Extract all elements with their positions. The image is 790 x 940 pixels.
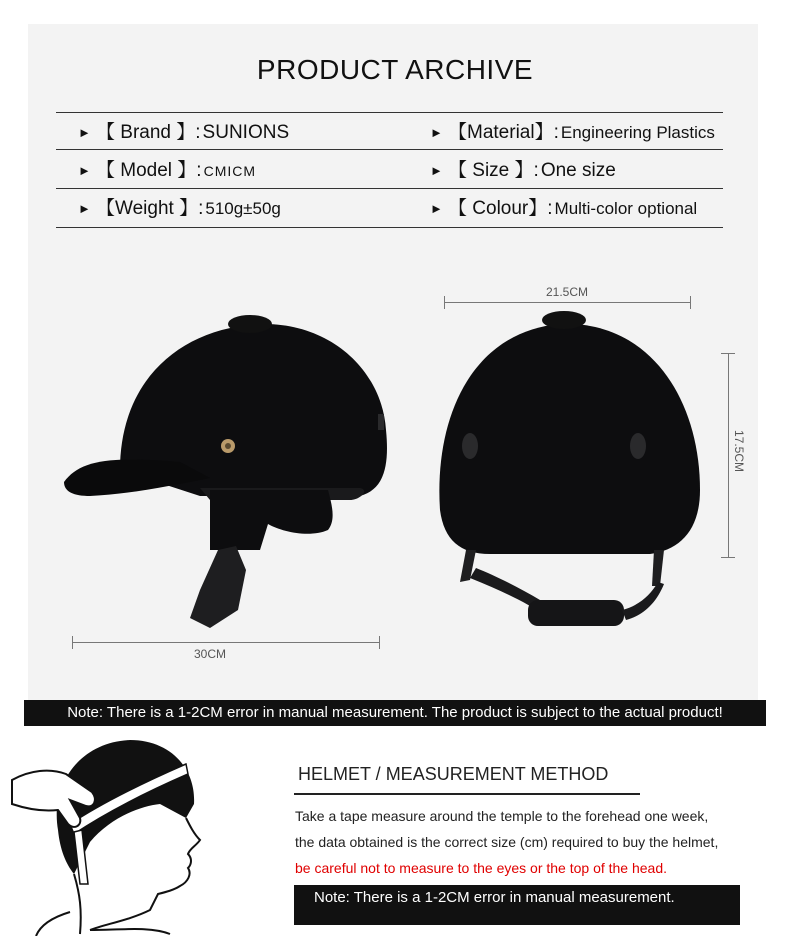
measurement-note-box: Note: There is a 1-2CM error in manual measurement. — [294, 885, 740, 925]
method-instruction-line-2: the data obtained is the correct size (cm) required to buy the helmet, — [295, 834, 719, 850]
spec-value: Multi-color optional — [554, 199, 698, 218]
spec-divider — [56, 112, 723, 113]
spec-value: Engineering Plastics — [560, 123, 715, 142]
dimension-tick — [721, 353, 735, 354]
method-warning: be careful not to measure to the eyes or the top of the head. — [295, 860, 668, 876]
dimension-tick — [444, 296, 445, 309]
page-title: PRODUCT ARCHIVE — [256, 54, 534, 85]
dimension-tick — [72, 636, 73, 649]
spec-brand — [78, 115, 289, 151]
dimension-line — [444, 302, 691, 303]
arrow-icon: ► — [430, 125, 443, 140]
method-instruction-line-1: Take a tape measure around the temple to the forehead one week, — [295, 808, 709, 824]
head-measurement-illustration — [10, 734, 210, 936]
dimension-tick — [379, 636, 380, 649]
spec-key: 【 Size 】: — [448, 160, 539, 181]
spec-key: 【 Brand 】: — [96, 122, 201, 143]
arrow-icon: ► — [78, 125, 91, 140]
spec-divider — [56, 227, 723, 228]
spec-colour — [430, 191, 697, 227]
width-dimension-label: 21.5CM — [546, 285, 589, 299]
helmet-side-image — [60, 310, 400, 630]
dimension-tick — [690, 296, 691, 309]
title-underline — [294, 793, 640, 795]
helmet-back-image — [430, 310, 710, 640]
length-dimension-label: 30CM — [194, 647, 227, 661]
spec-key: 【 Model 】: — [96, 160, 202, 181]
dimension-tick — [721, 557, 735, 558]
arrow-icon: ► — [78, 163, 91, 178]
height-dimension-label: 17.5CM — [732, 430, 746, 473]
spec-key: 【Material】: — [448, 122, 559, 143]
spec-size — [430, 153, 616, 189]
spec-model — [78, 153, 256, 189]
spec-value: 510g±50g — [205, 199, 281, 218]
dimension-line — [728, 353, 729, 558]
measurement-note-banner: Note: There is a 1-2CM error in manual measurement. The product is subject to the actual product! — [24, 700, 766, 726]
spec-value: CMICM — [203, 163, 257, 179]
spec-key: 【Weight 】: — [96, 198, 204, 219]
dimension-line — [72, 642, 380, 643]
spec-value: One size — [540, 160, 616, 181]
measurement-method-title: HELMET / MEASUREMENT METHOD — [298, 764, 609, 784]
spec-value: SUNIONS — [202, 122, 290, 143]
arrow-icon: ► — [78, 201, 91, 216]
spec-material — [430, 115, 715, 151]
arrow-icon: ► — [430, 163, 443, 178]
spec-key: 【 Colour】: — [448, 198, 553, 219]
spec-weight — [78, 191, 281, 227]
arrow-icon: ► — [430, 201, 443, 216]
